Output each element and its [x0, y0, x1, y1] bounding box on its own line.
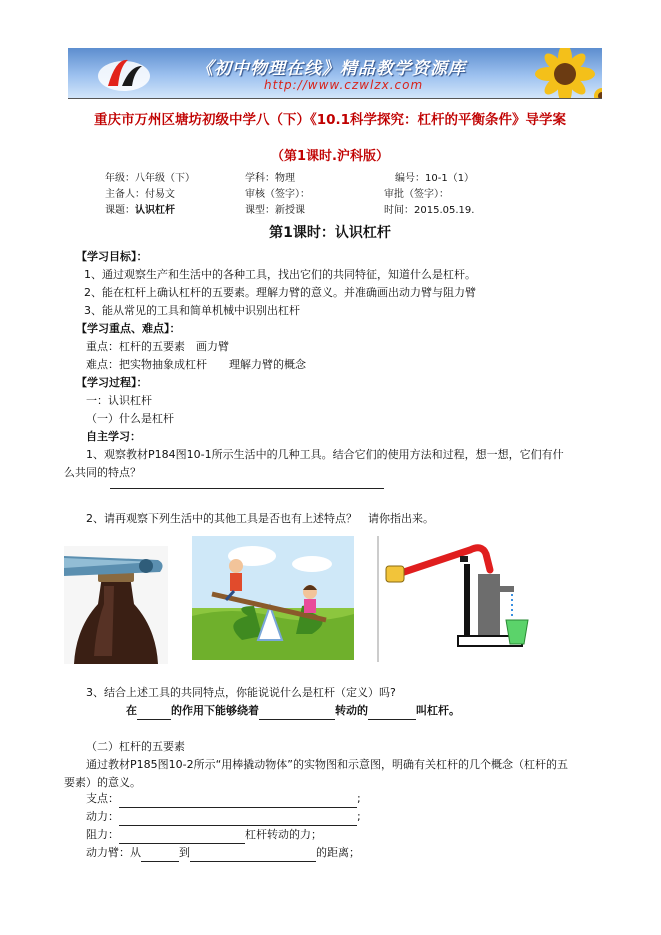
banner-url: http://www.czwlzx.com: [264, 78, 424, 92]
goal-item: 1、通过观察生产和生活中的各种工具，找出它们的共同特征，知道什么是杠杆。: [84, 268, 476, 281]
blank-field[interactable]: [119, 831, 245, 844]
seesaw-image: [192, 536, 354, 660]
header-banner: [68, 48, 602, 98]
five-elements-line1: 通过教材P185图10-2所示“用棒撬动物体”的实物图和示意图，明确有关杠杆的几个概念（杠杆的五: [86, 758, 568, 771]
lesson-heading: 第1课时：认识杠杆: [269, 225, 391, 241]
question-3: 3、结合上述工具的共同特点，你能说说什么是杠杆（定义）吗?: [86, 686, 396, 699]
lever-definition: 在 的作用下能够绕着 转动的 叫杠杆。: [126, 702, 460, 720]
blank-field[interactable]: [119, 813, 357, 826]
banner-title: 《初中物理在线》精品教学资源库: [196, 59, 466, 79]
goal-item: 2、能在杠杆上确认杠杆的五要素。理解力臂的意义。并准确画出动力臂与阻力臂: [84, 286, 476, 299]
header-rule: [68, 98, 602, 99]
fulcrum-item: 支点： ;: [86, 790, 361, 808]
effort-item: 动力： ;: [86, 808, 361, 826]
meta-code: 编号：10-1（1）: [395, 173, 475, 184]
resistance-item: 阻力： 杠杆转动的力；: [86, 826, 322, 844]
section-five-elements: （二）杠杆的五要素: [86, 740, 185, 753]
blank-field[interactable]: [368, 707, 416, 720]
water-pump-image: [374, 536, 534, 662]
effort-arm-item: 动力臂：从 到 的距离；: [86, 844, 360, 862]
goals-heading: 【学习目标】：: [76, 250, 148, 263]
section-what-is-lever: （一）什么是杠杆: [86, 412, 174, 425]
meta-type: 课型：新授课: [245, 205, 305, 216]
goal-item: 3、能从常见的工具和简单机械中识别出杠杆: [84, 304, 300, 317]
meta-grade: 年级：八年级（下）: [105, 173, 195, 184]
blank-field[interactable]: [137, 707, 171, 720]
answer-line: [110, 488, 384, 489]
blank-field[interactable]: [190, 849, 316, 862]
blank-field[interactable]: [259, 707, 335, 720]
blank-field[interactable]: [141, 849, 179, 862]
key-points-heading: 【学习重点、难点】：: [76, 322, 181, 335]
key-point-text: 重点：杠杆的五要素 画力臂: [86, 340, 229, 353]
bottle-opener-image: [64, 546, 168, 664]
question-2: 2、请再观察下列生活中的其他工具是否也有上述特点？ 请你指出来。: [86, 512, 434, 525]
meta-preparer: 主备人：付易文: [105, 189, 175, 200]
question-1-line1: 1、观察教材P184图10-1所示生活中的几种工具。结合它们的使用方法和过程，想一想，它们有什: [86, 448, 564, 461]
question-1-line2: 么共同的特点？: [64, 466, 141, 479]
meta-approve: 审批（签字）：: [384, 189, 449, 200]
meta-subject: 学科：物理: [245, 173, 295, 184]
sunflower-icon: [520, 48, 602, 98]
meta-time: 时间：2015.05.19.: [384, 205, 475, 216]
meta-topic: 课题：认识杠杆: [105, 205, 175, 216]
self-study-heading: 自主学习：: [86, 430, 141, 443]
difficulty-text: 难点：把实物抽象成杠杆 理解力臂的概念: [86, 358, 306, 371]
process-heading: 【学习过程】：: [76, 376, 148, 389]
meta-review: 审核（签字）：: [245, 189, 310, 200]
blank-field[interactable]: [119, 795, 357, 808]
part-one-heading: 一：认识杠杆: [86, 394, 152, 407]
five-elements-line2: 要素）的意义。: [64, 776, 141, 789]
document-title: 重庆市万州区塘坊初级中学八（下）《10.1科学探究：杠杆的平衡条件》导学案: [93, 112, 567, 128]
document-subtitle: （第1课时.沪科版）: [271, 149, 389, 164]
site-logo-icon: [94, 52, 154, 96]
